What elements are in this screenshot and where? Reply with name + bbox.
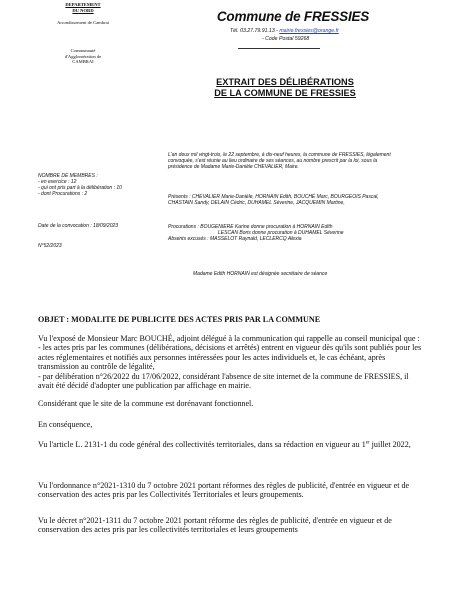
paragraph-consequence: En conséquence, (38, 420, 93, 429)
paragraph-article (38, 440, 424, 449)
phone-number: Tél. 03.27.79.91.13 - (230, 28, 278, 34)
contact-line (230, 28, 339, 34)
present-members: Présents : CHEVALIER Marie-Danièle, HORNAIN Edith, BOUCHÉ Marc, BOURGEOIS Pascal, CHASTAIN Sandy, DELAIN Cédric, DUHAMEL Séverine, JACQUEMIN Martine, (168, 194, 379, 206)
paragraph-expose (38, 334, 424, 409)
procuration-line: Procurations : BOUGENIERE Karine donne procuration à HORNAIN Edith (168, 224, 333, 230)
deliberation-number: N°52/2023 (38, 243, 62, 249)
department-block (28, 2, 138, 26)
paragraph-ordonnance: Vu l'ordonnance n°2021-1310 du 7 octobre 2021 portant réformes des règles de publicité, d'entrée en vigueur et de conservation des actes pris par les Collectivités Territoriales et leurs groupements. (38, 481, 410, 500)
superscript: er (365, 440, 370, 446)
document-title-line: DE LA COMMUNE DE FRESSIES (214, 87, 356, 98)
session-intro: L'an deux mil vingt-trois, le 22 septembre, à dix-neuf heures, la commune de FRESSIES, légalement convoquée, s'est réunie au lieu ordinaire de ses séances, au nombre prescrit par la loi, sous la présidence de Madame Marie-Danièle CHEVALIER, Maire. (168, 152, 391, 170)
absents-line: Absents excusés : MASSELOT Raynald, LECLERCQ Alexia (168, 236, 302, 242)
document-title-line: EXTRAIT DES DÉLIBÉRATIONS (216, 77, 354, 87)
postal-code: - Code Postal 59268 (262, 36, 310, 42)
paragraph-text: 1 (361, 440, 366, 449)
communaute-line: CAMBRAI (72, 59, 94, 65)
communaute-block (28, 48, 138, 65)
procuration-line: LESCAN Boris donne procuration à DUHAMEL Séverine (218, 230, 344, 236)
paragraph-line: Vu l'exposé de Monsieur Marc BOUCHÉ, adjoint délégué à la communication qui rappelle au conseil municipal que : (38, 334, 420, 343)
arrondissement: Arrondissement de Cambrai (57, 20, 109, 26)
members-title: NOMBRE DE MEMBRES : (38, 173, 98, 179)
members-procurations: - dont Procurations : 2 (38, 191, 88, 197)
department-line: DEPARTEMENT (65, 2, 101, 7)
members-count-block (38, 173, 168, 197)
communaute-line: d'Agglomération de (64, 53, 102, 59)
paragraph-line: - par délibération n°26/2022 du 17/06/2022, considérant l'absence de site internet de la commune de FRESSIES, il avait été décidé d'adopter une publication par affichage en mairie. (38, 371, 409, 391)
paragraph-text: juillet 2022, (369, 440, 411, 449)
document-title (190, 77, 380, 98)
paragraph-line: - les actes pris par les communes (délibérations, décisions et arrêtés) entrent en vigueur dès qu'ils sont publiés pour les actes réglementaires et notifiés aux personnes intéressées pour les actes individuels et, le cas échéant, après transmission au contrôle de légalité, (38, 343, 422, 372)
secretary-note: Madame Edith HORNAIN est désignée secrétaire de séance (193, 271, 328, 277)
convocation-date: Date de la convocation : 18/09/2023 (38, 223, 119, 229)
members-deliberation: - qui ont pris part à la délibération : 10 (38, 185, 122, 191)
paragraph-line: Considérant que le site de la commune est dorénavant fonctionnel. (38, 399, 254, 409)
department-line: DU NORD (72, 7, 94, 13)
paragraph-decret: Vu le décret n°2021-1311 du 7 octobre 2021 portant réforme des règles de publicité, d'entrée en vigueur et de conservation des actes pris par les collectivités territoriales et leurs groupements (38, 516, 392, 535)
communaute-line: Communauté (70, 48, 96, 53)
procurations-block (168, 224, 400, 242)
header-divider (238, 48, 320, 49)
members-exercice: - en exercice : 12 (38, 179, 77, 185)
paragraph-text: Vu l'article L. 2131-1 du code général des collectivités territoriales, dans sa rédaction en vigueur au (38, 440, 360, 449)
subject-heading: OBJET : MODALITE DE PUBLICITE DES ACTES PRIS PAR LA COMMUNE (38, 315, 321, 324)
email-link[interactable]: mairie.fressies@orange.fr (279, 28, 339, 34)
commune-title: Commune de FRESSIES (216, 9, 370, 24)
